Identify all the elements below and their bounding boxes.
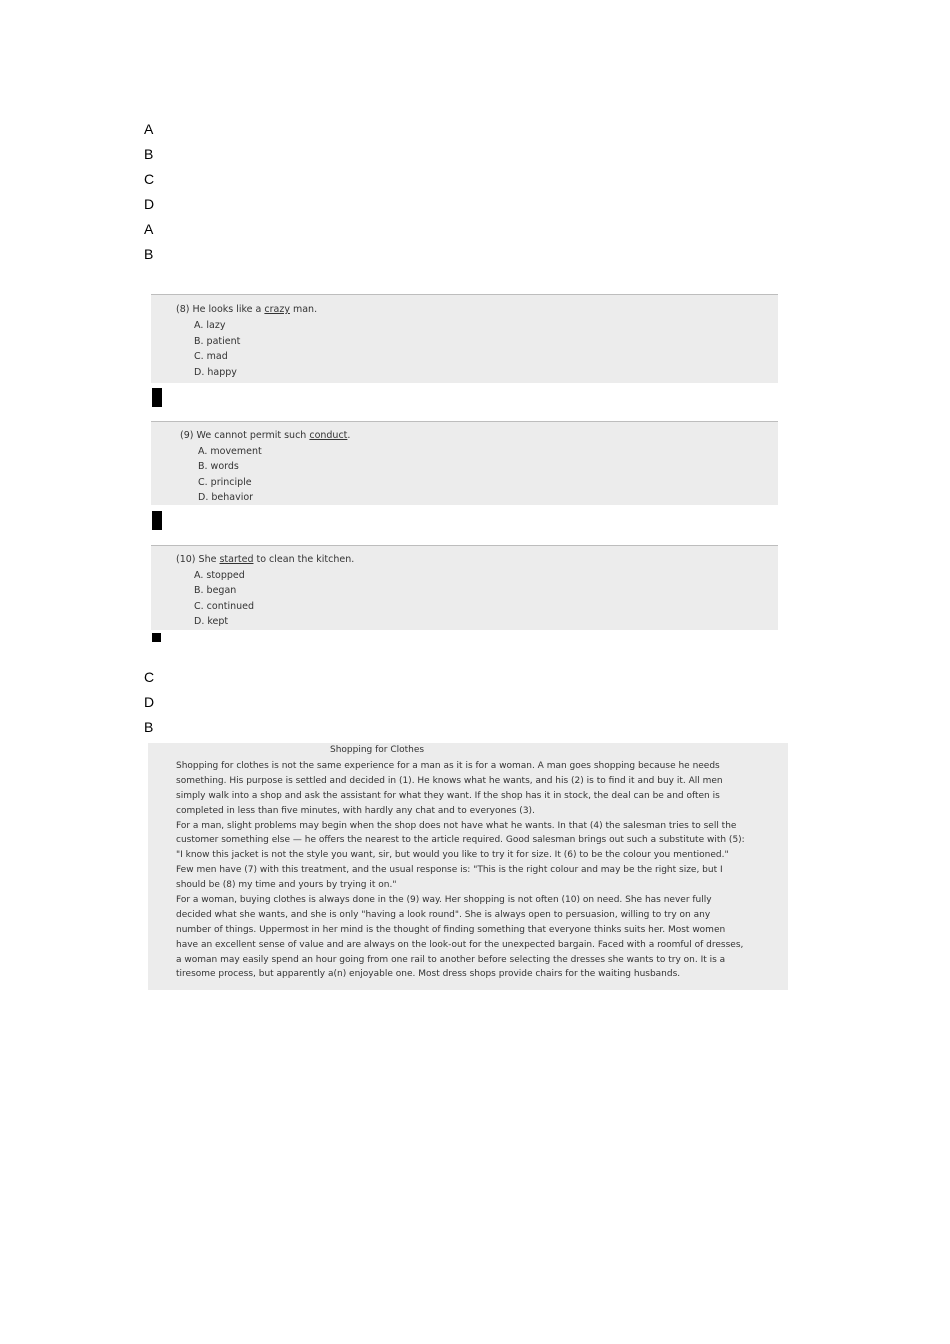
answer-marker xyxy=(152,633,161,642)
passage-title: Shopping for Clothes xyxy=(330,745,425,755)
passage-line: For a man, slight problems may begin when the shop does not have what he wants. In that (4) the salesman tries to sell the xyxy=(176,821,737,831)
question-number: (9) xyxy=(180,430,194,441)
question-number: (10) xyxy=(176,554,196,565)
option-a: A. stopped xyxy=(194,570,245,581)
passage-line: decided what she wants, and she is only "having a look round". She is always open to persuasion, willing to try on any xyxy=(176,910,711,920)
question-box-8 xyxy=(151,294,778,383)
passage-line: have an excellent sense of value and are always on the look-out for the unexpected bargain. Faced with a roomful of dresses, xyxy=(176,940,744,950)
passage-line: customer something else — he offers the nearest to the article required. Good salesman brings out such a substitute with (5): xyxy=(176,835,745,845)
question-stem xyxy=(176,304,317,315)
passage-line: a woman may easily spend an hour going from one rail to another before selecting the dresses she wants to try on. It is a xyxy=(176,955,726,965)
answer-letter: A xyxy=(144,221,154,237)
passage-line: completed in less than five minutes, with hardly any chat and to everyones (3). xyxy=(176,806,535,816)
option-b: B. patient xyxy=(194,336,241,347)
answer-marker xyxy=(152,511,162,530)
passage-line: tiresome process, but apparently a(n) enjoyable one. Most dress shops provide chairs for the waiting husbands. xyxy=(176,969,681,979)
keyword: crazy xyxy=(264,304,290,315)
option-d: D. happy xyxy=(194,367,237,378)
answer-letter: B xyxy=(144,246,154,262)
stem-text-after: man. xyxy=(289,304,318,315)
stem-text-after: to clean the kitchen. xyxy=(253,554,355,565)
answer-letter: C xyxy=(144,669,155,685)
passage-line: simply walk into a shop and ask the assistant for what they want. If the shop has it in stock, the deal can be and often is xyxy=(176,791,720,801)
answer-letter: B xyxy=(144,719,154,735)
answer-marker xyxy=(152,388,162,407)
answer-letter: D xyxy=(144,196,155,212)
option-c: C. continued xyxy=(194,601,255,612)
option-b: B. words xyxy=(198,461,239,472)
passage-line: "I know this jacket is not the style you want, sir, but would you like to try it for size. It (6) to be the colour you mentioned." xyxy=(176,850,729,860)
passage-line: should be (8) my time and yours by trying it on." xyxy=(176,880,397,890)
keyword: conduct xyxy=(309,430,348,441)
reading-passage xyxy=(148,743,788,990)
option-a: A. movement xyxy=(198,446,262,457)
answer-letter: A xyxy=(144,121,154,137)
question-stem xyxy=(180,430,350,441)
keyword: started xyxy=(219,554,254,565)
answer-letter: C xyxy=(144,171,155,187)
passage-line: something. His purpose is settled and decided in (1). He knows what he wants, and his (2) is to find it and buy it. All men xyxy=(176,776,723,786)
stem-text-before: She xyxy=(198,554,220,565)
passage-line: number of things. Uppermost in her mind is the thought of finding something that everyone thinks suits her. Most women xyxy=(176,925,726,935)
question-box-9 xyxy=(151,421,778,505)
stem-text-before: We cannot permit such xyxy=(196,430,310,441)
answer-letter: D xyxy=(144,694,155,710)
answer-letter: B xyxy=(144,146,154,162)
question-number: (8) xyxy=(176,304,190,315)
option-d: D. behavior xyxy=(198,492,254,503)
option-d: D. kept xyxy=(194,616,229,627)
stem-text-before: He looks like a xyxy=(192,304,265,315)
stem-text-after: . xyxy=(347,430,351,441)
passage-line: For a woman, buying clothes is always done in the (9) way. Her shopping is not often (10) on need. She has never fully xyxy=(176,895,712,905)
option-c: C. mad xyxy=(194,351,228,362)
passage-line: Few men have (7) with this treatment, and the usual response is: "This is the right colour and may be the right size, but I xyxy=(176,865,723,875)
question-stem xyxy=(176,554,354,565)
question-box-10 xyxy=(151,545,778,630)
option-c: C. principle xyxy=(198,477,252,488)
passage-line: Shopping for clothes is not the same experience for a man as it is for a woman. A man goes shopping because he needs xyxy=(176,761,720,771)
option-b: B. began xyxy=(194,585,237,596)
option-a: A. lazy xyxy=(194,320,226,331)
